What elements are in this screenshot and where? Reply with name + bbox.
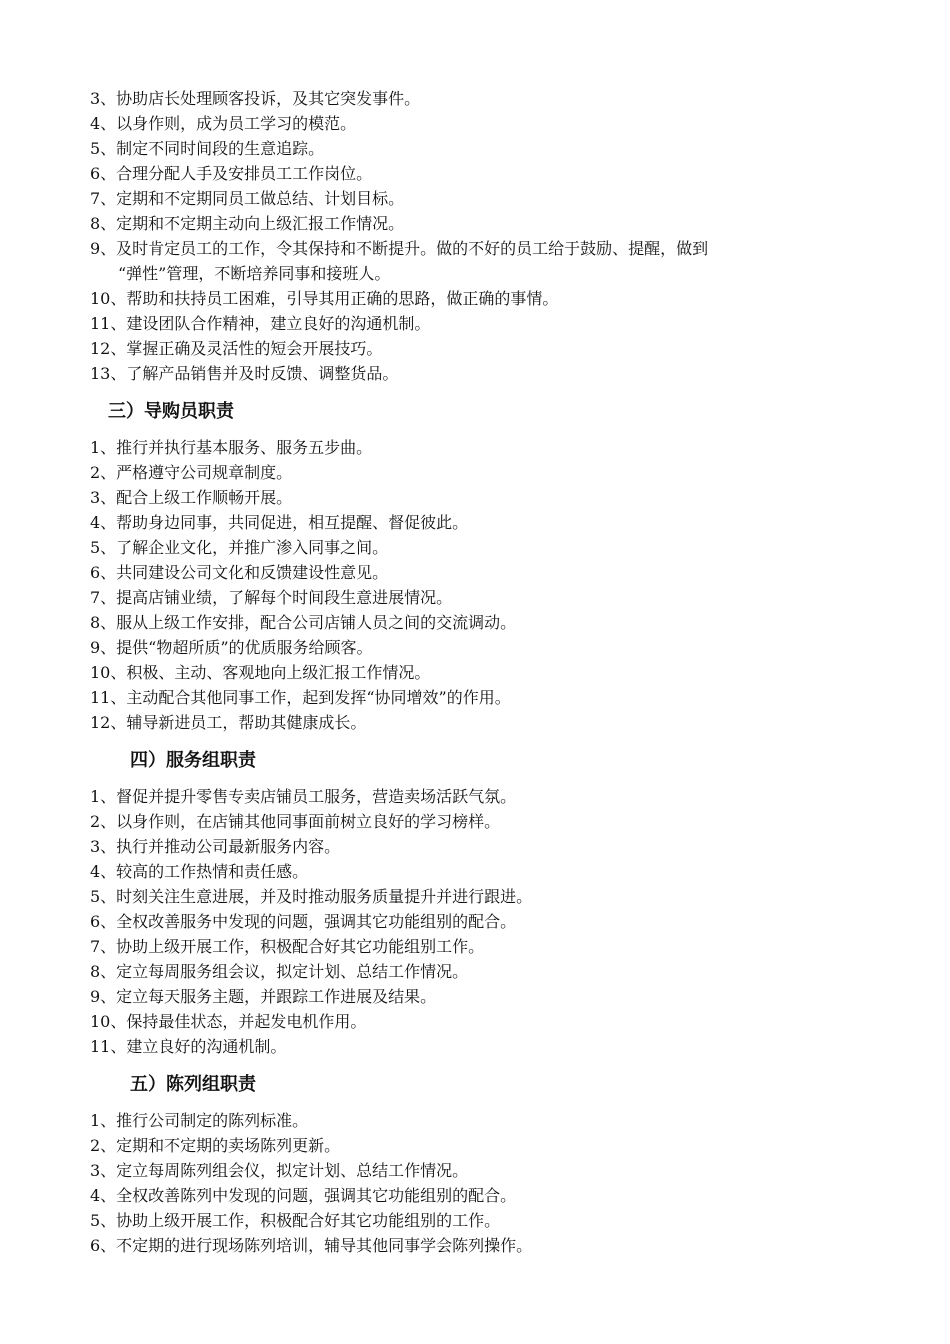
list-item: 8、定期和不定期主动向上级汇报工作情况。 <box>90 214 405 233</box>
list-item-continuation: “弹性”管理，不断培养同事和接班人。 <box>118 264 391 283</box>
list-item: 5、时刻关注生意进展，并及时推动服务质量提升并进行跟进。 <box>90 887 533 906</box>
list-item: 1、推行并执行基本服务、服务五步曲。 <box>90 438 373 457</box>
list-item: 8、定立每周服务组会议，拟定计划、总结工作情况。 <box>90 962 469 981</box>
list-item: 6、全权改善服务中发现的问题，强调其它功能组别的配合。 <box>90 912 517 931</box>
list-item: 7、提高店铺业绩，了解每个时间段生意进展情况。 <box>90 588 453 607</box>
list-item: 2、以身作则，在店铺其他同事面前树立良好的学习榜样。 <box>90 812 501 831</box>
list-item: 4、帮助身边同事，共同促进，相互提醒、督促彼此。 <box>90 513 469 532</box>
list-item: 5、制定不同时间段的生意追踪。 <box>90 139 325 158</box>
list-item: 5、协助上级开展工作，积极配合好其它功能组别的工作。 <box>90 1211 501 1230</box>
list-item: 1、督促并提升零售专卖店铺员工服务，营造卖场活跃气氛。 <box>90 787 517 806</box>
list-item: 4、以身作则，成为员工学习的模范。 <box>90 114 357 133</box>
list-item: 3、定立每周陈列组会仪，拟定计划、总结工作情况。 <box>90 1161 469 1180</box>
list-item: 2、严格遵守公司规章制度。 <box>90 463 293 482</box>
list-item: 11、建立良好的沟通机制。 <box>90 1037 287 1056</box>
list-item: 3、执行并推动公司最新服务内容。 <box>90 837 341 856</box>
list-item: 3、配合上级工作顺畅开展。 <box>90 488 293 507</box>
list-item: 4、全权改善陈列中发现的问题，强调其它功能组别的配合。 <box>90 1186 517 1205</box>
list-item: 8、服从上级工作安排，配合公司店铺人员之间的交流调动。 <box>90 613 517 632</box>
list-item: 6、不定期的进行现场陈列培训，辅导其他同事学会陈列操作。 <box>90 1236 533 1255</box>
list-item: 5、了解企业文化，并推广渗入同事之间。 <box>90 538 389 557</box>
list-item: 7、协助上级开展工作，积极配合好其它功能组别工作。 <box>90 937 485 956</box>
list-item: 12、辅导新进员工，帮助其健康成长。 <box>90 713 367 732</box>
list-item: 6、合理分配人手及安排员工工作岗位。 <box>90 164 373 183</box>
list-item <box>0 236 950 286</box>
section-two-list <box>0 86 950 386</box>
list-item: 13、了解产品销售并及时反馈、调整货品。 <box>90 364 399 383</box>
section-five-list <box>0 1108 950 1258</box>
document-page <box>0 86 950 1258</box>
section-heading-service-group: 四）服务组职责 <box>130 750 256 771</box>
list-item: 12、掌握正确及灵活性的短会开展技巧。 <box>90 339 383 358</box>
section-four-list <box>0 784 950 1059</box>
list-item: 10、帮助和扶持员工困难，引导其用正确的思路，做正确的事情。 <box>90 289 559 308</box>
list-item: 10、保持最佳状态，并起发电机作用。 <box>90 1012 367 1031</box>
list-item: 10、积极、主动、客观地向上级汇报工作情况。 <box>90 663 431 682</box>
list-item: 4、较高的工作热情和责任感。 <box>90 862 309 881</box>
section-three-list <box>0 435 950 735</box>
list-item: 1、推行公司制定的陈列标准。 <box>90 1111 309 1130</box>
list-item: 2、定期和不定期的卖场陈列更新。 <box>90 1136 341 1155</box>
section-heading-display-group: 五）陈列组职责 <box>130 1074 256 1095</box>
list-item: 9、提供“物超所质”的优质服务给顾客。 <box>90 638 373 657</box>
list-item: 6、共同建设公司文化和反馈建设性意见。 <box>90 563 389 582</box>
section-heading-sales-staff: 三）导购员职责 <box>108 401 234 422</box>
list-item: 7、定期和不定期同员工做总结、计划目标。 <box>90 189 405 208</box>
list-item: 11、建设团队合作精神，建立良好的沟通机制。 <box>90 314 431 333</box>
list-item: 3、协助店长处理顾客投诉，及其它突发事件。 <box>90 89 421 108</box>
list-item-line: 9、及时肯定员工的工作，令其保持和不断提升。做的不好的员工给于鼓励、提醒，做到 <box>90 239 709 258</box>
list-item: 11、主动配合其他同事工作，起到发挥“协同增效”的作用。 <box>90 688 511 707</box>
list-item: 9、定立每天服务主题，并跟踪工作进展及结果。 <box>90 987 437 1006</box>
